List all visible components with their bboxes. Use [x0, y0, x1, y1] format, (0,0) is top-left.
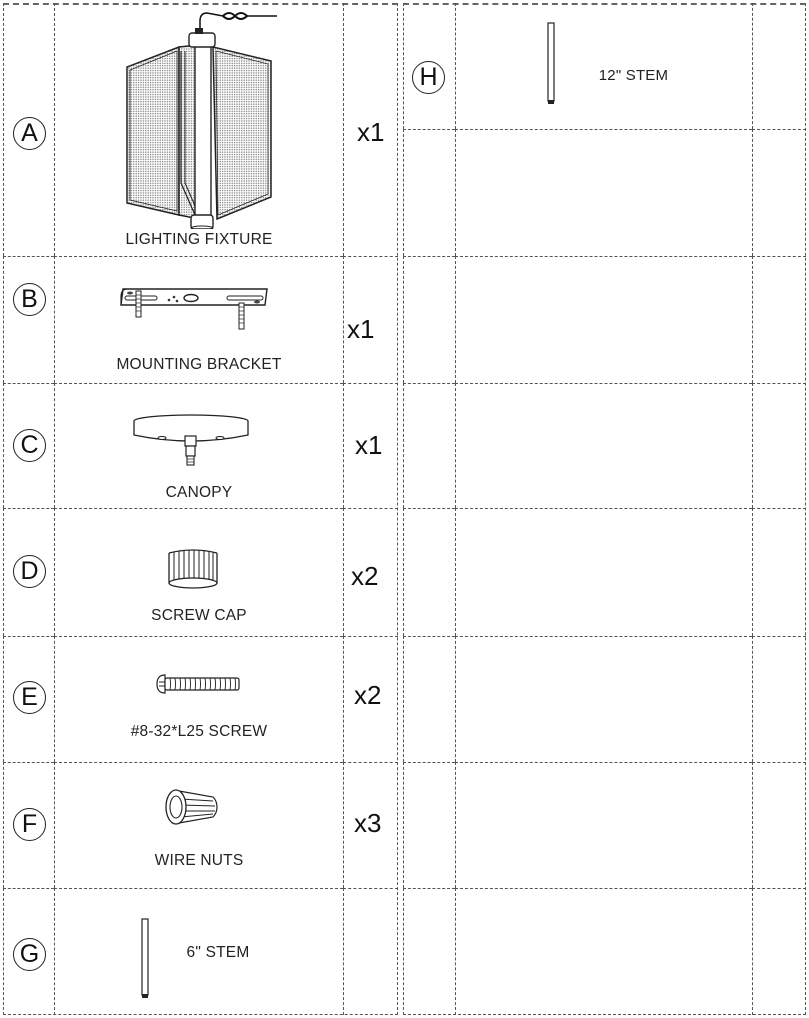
quantity-cell: [752, 636, 806, 762]
part-letter-badge: B: [13, 283, 46, 316]
letter-cell: [3, 762, 54, 888]
quantity-cell: [343, 508, 398, 636]
table-row-part-e: [3, 636, 398, 762]
table-row-part-d: [3, 508, 398, 636]
part-quantity: x1: [347, 314, 375, 344]
letter-cell: [403, 636, 455, 762]
part-letter-badge: G: [13, 938, 46, 971]
part-name: 6" STEM: [186, 944, 250, 961]
table-border-bottom: [3, 1014, 398, 1015]
illustration-cell: [455, 129, 752, 256]
illustration-cell: [455, 383, 752, 508]
part-quantity: x1: [357, 117, 385, 147]
table-row-empty: [403, 636, 806, 762]
letter-cell: [3, 383, 54, 508]
table-row-empty: [403, 129, 806, 256]
illustration-cell: [54, 256, 343, 383]
table-row-empty: [403, 383, 806, 508]
quantity-cell: [343, 383, 398, 508]
letter-cell: [403, 508, 455, 636]
illustration-cell: [54, 636, 343, 762]
quantity-cell: [343, 256, 398, 383]
letter-cell: [3, 888, 54, 1015]
letter-cell: [403, 762, 455, 888]
illustration-cell: [455, 508, 752, 636]
illustration-cell: [455, 762, 752, 888]
quantity-cell: [752, 129, 806, 256]
part-name: #8-32*L25 SCREW: [130, 723, 268, 740]
screw-icon: [155, 672, 243, 696]
screw-cap-icon: [167, 547, 219, 591]
part-name: LIGHTING FIXTURE: [125, 231, 273, 248]
letter-cell: [403, 383, 455, 508]
stem-icon: [546, 22, 556, 106]
part-letter-badge: D: [13, 555, 46, 588]
table-row-part-a: [3, 3, 398, 256]
part-name: SCREW CAP: [151, 607, 247, 624]
illustration-cell: [54, 508, 343, 636]
part-letter-badge: E: [13, 681, 46, 714]
table-border-right: [805, 3, 806, 1015]
quantity-cell: [343, 888, 398, 1015]
illustration-cell: [54, 888, 343, 1015]
parts-table-right: [403, 3, 806, 1015]
illustration-cell: [54, 3, 343, 256]
quantity-cell: [343, 636, 398, 762]
illustration-cell: [54, 762, 343, 888]
part-name: WIRE NUTS: [154, 852, 244, 869]
quantity-cell: [752, 3, 806, 129]
part-name: 12" STEM: [598, 67, 669, 84]
letter-cell: [3, 508, 54, 636]
quantity-cell: [752, 256, 806, 383]
part-quantity: x1: [355, 430, 383, 460]
letter-cell: [3, 3, 54, 256]
table-row-empty: [403, 508, 806, 636]
illustration-cell: [455, 3, 752, 129]
table-row-part-g: [3, 888, 398, 1015]
table-row-empty: [403, 762, 806, 888]
table-row-part-c: [3, 383, 398, 508]
pendant-fixture-icon: [123, 7, 283, 229]
quantity-cell: [343, 3, 398, 256]
part-quantity: x3: [354, 808, 382, 838]
illustration-cell: [54, 383, 343, 508]
part-quantity: x2: [351, 561, 379, 591]
table-row-part-f: [3, 762, 398, 888]
letter-cell: [3, 636, 54, 762]
letter-cell: [403, 888, 455, 1015]
letter-cell: [3, 256, 54, 383]
canopy-icon: [131, 412, 251, 476]
part-name: MOUNTING BRACKET: [116, 356, 282, 373]
illustration-cell: [455, 888, 752, 1015]
part-letter-badge: C: [13, 429, 46, 462]
letter-cell: [403, 129, 455, 256]
illustration-cell: [455, 636, 752, 762]
table-border-bottom: [403, 1014, 806, 1015]
table-border-right: [397, 3, 398, 1015]
part-letter-badge: A: [13, 117, 46, 150]
quantity-cell: [752, 888, 806, 1015]
table-row-empty: [403, 256, 806, 383]
parts-table-left: [3, 3, 398, 1015]
quantity-cell: [752, 508, 806, 636]
table-row-part-h: [403, 3, 806, 129]
part-quantity: x2: [354, 680, 382, 710]
wire-nut-icon: [163, 787, 221, 827]
illustration-cell: [455, 256, 752, 383]
mounting-bracket-icon: [117, 285, 273, 333]
letter-cell: [403, 3, 455, 129]
letter-cell: [403, 256, 455, 383]
quantity-cell: [752, 762, 806, 888]
table-row-part-b: [3, 256, 398, 383]
part-letter-badge: H: [412, 61, 445, 94]
quantity-cell: [343, 762, 398, 888]
part-letter-badge: F: [13, 808, 46, 841]
quantity-cell: [752, 383, 806, 508]
table-row-empty: [403, 888, 806, 1015]
part-name: CANOPY: [165, 484, 233, 501]
